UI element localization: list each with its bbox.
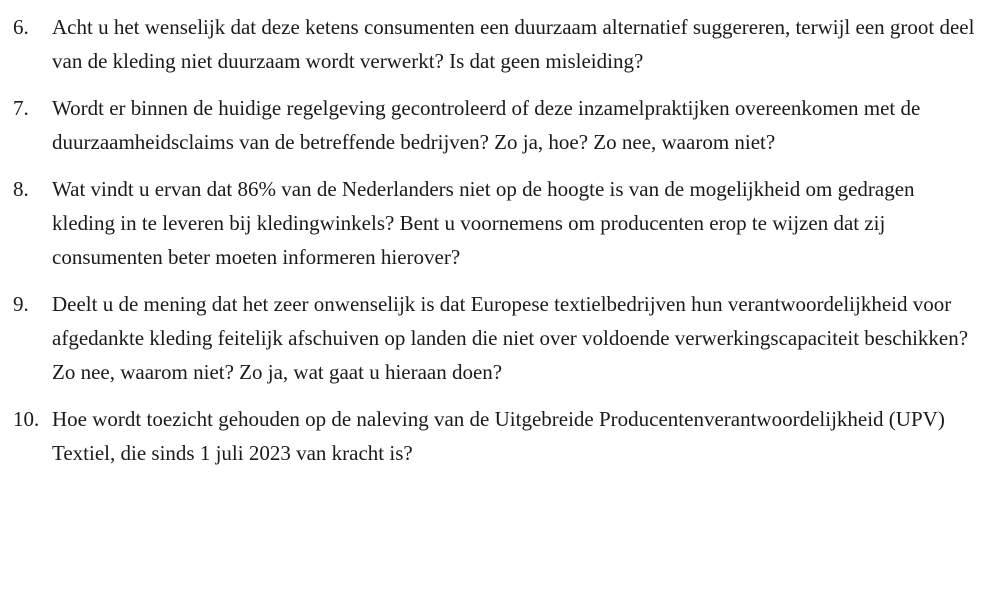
question-text: Deelt u de mening dat het zeer onwenselijk is dat Europese textielbedrijven hun verantwoordelijkheid voor afgedankte kleding feitelijk afschuiven op landen die niet over voldoende verwerkingscapaciteit beschikken? Zo nee, waarom niet? Zo ja, wat gaat u hieraan doen? — [52, 292, 969, 384]
question-text: Hoe wordt toezicht gehouden op de naleving van de Uitgebreide Producentenverantwoordelijkheid (UPV) Textiel, die sinds 1 juli 2023 van kracht is? — [52, 407, 945, 465]
question-item-6 — [0, 10, 1000, 78]
question-item-7 — [0, 91, 1000, 159]
question-text: Wordt er binnen de huidige regelgeving gecontroleerd of deze inzamelpraktijken overeenkomen met de duurzaamheidsclaims van de betreffende bedrijven? Zo ja, hoe? Zo nee, waarom niet? — [52, 96, 921, 154]
question-number: 10. — [13, 407, 40, 431]
question-number: 7. — [13, 96, 29, 120]
question-item-10 — [0, 402, 1000, 470]
question-number: 9. — [13, 292, 29, 316]
question-item-8 — [0, 172, 1000, 274]
question-item-9 — [0, 287, 1000, 389]
question-number: 8. — [13, 177, 29, 201]
question-text: Wat vindt u ervan dat 86% van de Nederlanders niet op de hoogte is van de mogelijkheid om gedragen kleding in te leveren bij kledingwinkels? Bent u voornemens om producenten erop te wijzen dat zij consumenten beter moeten informeren hierover? — [52, 177, 915, 269]
question-number: 6. — [13, 15, 29, 39]
question-text: Acht u het wenselijk dat deze ketens consumenten een duurzaam alternatief suggereren, terwijl een groot deel van de kleding niet duurzaam wordt verwerkt? Is dat geen misleiding? — [52, 15, 975, 73]
question-list — [0, 10, 1000, 483]
